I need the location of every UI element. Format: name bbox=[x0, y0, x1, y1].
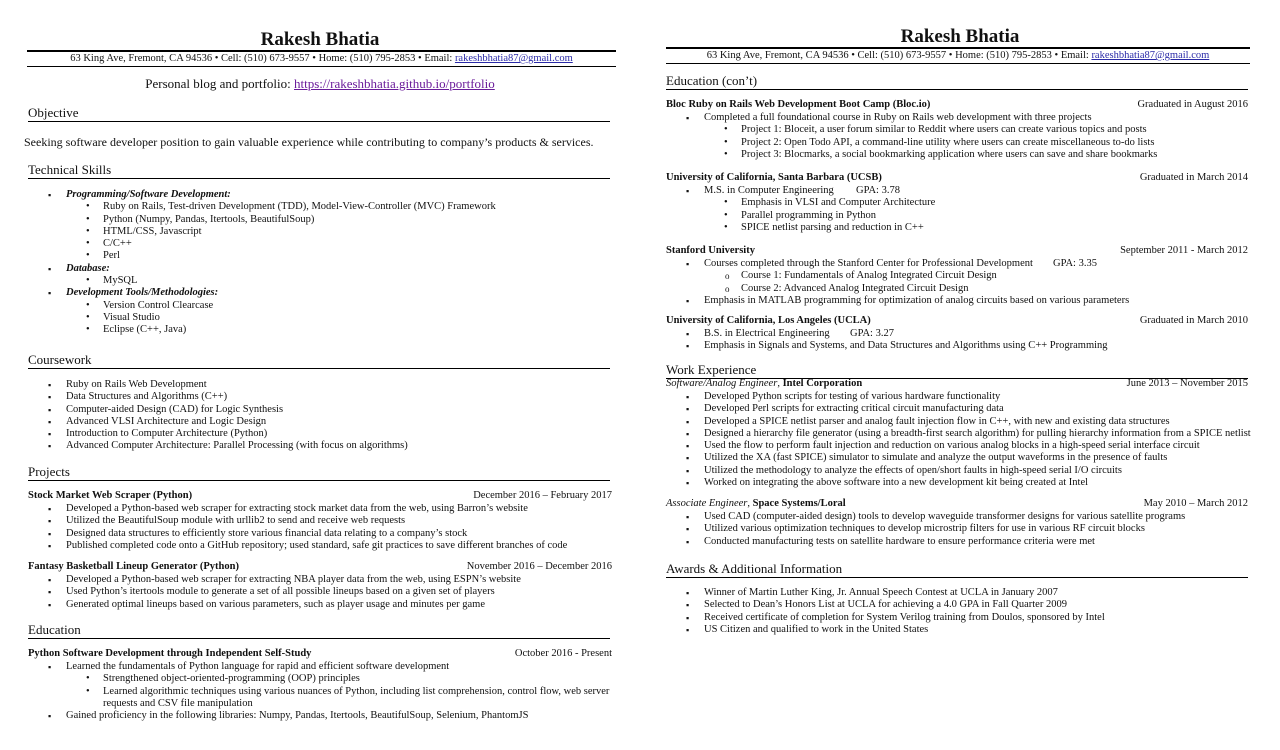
project-dates: November 2016 – December 2016 bbox=[466, 561, 612, 572]
education-bullet bbox=[666, 258, 1248, 270]
education-dates: Graduated in August 2016 bbox=[1137, 99, 1248, 110]
skills-group-label: ▪ Database: bbox=[28, 263, 618, 275]
education-entry-stanford bbox=[666, 245, 1248, 307]
project-bullet: ▪ Utilized the BeautifulSoup module with urllib2 to send and receive web requests bbox=[28, 515, 612, 527]
resume-name: Rakesh Bhatia bbox=[900, 26, 1020, 47]
coursework-list bbox=[28, 379, 618, 453]
skill-item: • C/C++ bbox=[28, 238, 618, 250]
coursework-heading: Coursework bbox=[28, 352, 610, 369]
skill-item: • Version Control Clearcase bbox=[28, 300, 618, 312]
job-bullet: ▪ Developed Python scripts for testing of various hardware functionality bbox=[666, 391, 1248, 403]
project-bullet: ▪ Developed a Python-based web scraper for extracting stock market data from the web, using Barron’s website bbox=[28, 503, 612, 515]
contact-text: 63 King Ave, Fremont, CA 94536 • Cell: (510) 673-9557 • Home: (510) 795-2853 • Email: bbox=[70, 53, 455, 64]
job-bullet: ▪ Used the flow to perform fault injection and reduction on various analog blocks in a high-speed serial interface circuit bbox=[666, 440, 1248, 452]
education-bullet bbox=[666, 185, 1248, 197]
gpa-text: GPA: 3.78 bbox=[856, 185, 900, 196]
award-item: ▪ Selected to Dean’s Honors List at UCLA for achieving a 4.0 GPA in Fall Quarter 2009 bbox=[666, 599, 1248, 611]
job-bullet: ▪ Conducted manufacturing tests on satellite hardware to ensure performance criteria were met bbox=[666, 536, 1248, 548]
course-item: ▪ Advanced Computer Architecture: Parallel Processing (with focus on algorithms) bbox=[28, 440, 618, 452]
objective-heading: Objective bbox=[28, 105, 610, 122]
job-bullet: ▪ Used CAD (computer-aided design) tools to develop waveguide transformer designs for various satellite programs bbox=[666, 511, 1248, 523]
email-link[interactable]: rakeshbhatia87@gmail.com bbox=[454, 53, 573, 64]
portfolio-line bbox=[0, 76, 640, 92]
education-bullet: ▪ Learned the fundamentals of Python language for rapid and efficient software development bbox=[28, 661, 612, 673]
education-dates: October 2016 - Present bbox=[514, 648, 612, 659]
education-title: Python Software Development through Independent Self-Study bbox=[28, 648, 312, 659]
skill-item: • Eclipse (C++, Java) bbox=[28, 324, 618, 336]
portfolio-link[interactable]: https://rakeshbhatia.github.io/portfolio bbox=[294, 76, 495, 91]
education-sub-bullet: • Strengthened object-oriented-programming (OOP) principles bbox=[28, 673, 612, 685]
course-item: ▪ Computer-aided Design (CAD) for Logic Synthesis bbox=[28, 404, 618, 416]
portfolio-label: Personal blog and portfolio: bbox=[145, 76, 294, 91]
education-title: University of California, Santa Barbara (UCSB) bbox=[666, 172, 882, 183]
education-sub-bullet: • Project 2: Open Todo API, a command-line utility where users can create miscellaneous to-do lists bbox=[666, 137, 1248, 149]
education-sub-bullet: • SPICE netlist parsing and reduction in C++ bbox=[666, 222, 1248, 234]
skill-item: • Perl bbox=[28, 250, 618, 262]
awards-list bbox=[666, 587, 1248, 636]
education-sub-bullet: • Learned algorithmic techniques using various nuances of Python, including list comprehension, control flow, web server requests and CSV file manipulation bbox=[28, 686, 623, 711]
education-bullet: ▪ Emphasis in Signals and Systems, and Data Structures and Algorithms using C++ Programming bbox=[666, 340, 1248, 352]
email-link[interactable]: rakeshbhatia87@gmail.com bbox=[1091, 50, 1210, 61]
project-bullet: ▪ Designed data structures to efficiently store various financial data relating to a company’s stock bbox=[28, 528, 612, 540]
award-item: ▪ Received certificate of completion for System Verilog training from Doulos, sponsored by Intel bbox=[666, 612, 1248, 624]
education-sub-bullet: • Project 3: Blocmarks, a social bookmarking application where users can save and share bookmarks bbox=[666, 149, 1248, 161]
education-sub-bullet: • Emphasis in VLSI and Computer Architecture bbox=[666, 197, 1248, 209]
skill-item: • HTML/CSS, Javascript bbox=[28, 226, 618, 238]
course-text: Courses completed through the Stanford Center for Professional Development bbox=[704, 258, 1033, 269]
award-item: ▪ US Citizen and qualified to work in the United States bbox=[666, 624, 1248, 636]
job-bullet: ▪ Developed a SPICE netlist parser and analog fault injection flow in C++, with new and existing data structures bbox=[666, 416, 1248, 428]
skills-group-label: ▪ Programming/Software Development: bbox=[28, 189, 618, 201]
job-company: Space Systems/Loral bbox=[752, 498, 846, 509]
resume-page-2 bbox=[640, 0, 1280, 750]
contact-line bbox=[666, 47, 1250, 64]
education-entry bbox=[28, 648, 612, 722]
education-entry-ucsb bbox=[666, 172, 1248, 234]
job-role: Associate Engineer bbox=[666, 498, 748, 509]
work-entry-intel bbox=[666, 378, 1251, 489]
gpa-text: GPA: 3.27 bbox=[850, 328, 894, 339]
job-bullet: ▪ Designed a hierarchy file generator (using a breadth-first search algorithm) for pulling hierarchy information from a SPICE netlist bbox=[666, 428, 1248, 440]
gpa-text: GPA: 3.35 bbox=[1053, 258, 1097, 269]
education-dates: Graduated in March 2014 bbox=[1139, 172, 1248, 183]
job-bullet: ▪ Utilized the methodology to analyze the effects of open/short faults in high-speed serial I/O circuits bbox=[666, 465, 1248, 477]
education-bullet: ▪ Emphasis in MATLAB programming for optimization of analog circuits based on various parameters bbox=[666, 295, 1248, 307]
project-bullet: ▪ Published completed code onto a GitHub repository; used standard, safe git practices to save different branches of code bbox=[28, 540, 612, 552]
course-item: ▪ Ruby on Rails Web Development bbox=[28, 379, 618, 391]
skill-item: • MySQL bbox=[28, 275, 618, 287]
project-entry bbox=[28, 561, 612, 611]
education-entry-bloc bbox=[666, 99, 1248, 161]
education-sub-bullet: o Course 1: Fundamentals of Analog Integrated Circuit Design bbox=[666, 270, 1248, 282]
education-sub-bullet: • Parallel programming in Python bbox=[666, 210, 1248, 222]
job-dates: May 2010 – March 2012 bbox=[1143, 498, 1248, 509]
job-bullet: ▪ Worked on integrating the above software into a new development kit being created at Intel bbox=[666, 477, 1248, 489]
education-bullet bbox=[666, 328, 1248, 340]
project-bullet: ▪ Used Python’s itertools module to generate a set of all possible lineups based on a given set of players bbox=[28, 586, 612, 598]
education-sub-bullet: • Project 1: Bloceit, a user forum similar to Reddit where users can create various topics and posts bbox=[666, 124, 1248, 136]
skills-heading: Technical Skills bbox=[28, 162, 610, 179]
project-bullet: ▪ Developed a Python-based web scraper for extracting NBA player data from the web, using ESPN’s website bbox=[28, 574, 612, 586]
education-sub-bullet: o Course 2: Advanced Analog Integrated Circuit Design bbox=[666, 283, 1248, 295]
job-title-line: Associate Engineer, Space Systems/Loral bbox=[666, 498, 846, 509]
contact-text: 63 King Ave, Fremont, CA 94536 • Cell: (510) 673-9557 • Home: (510) 795-2853 • Email: bbox=[706, 50, 1092, 61]
course-item: ▪ Introduction to Computer Architecture (Python) bbox=[28, 428, 618, 440]
project-title: Stock Market Web Scraper (Python) bbox=[28, 490, 193, 501]
project-bullet: ▪ Generated optimal lineups based on various parameters, such as player usage and minutes per game bbox=[28, 599, 612, 611]
degree-text: M.S. in Computer Engineering bbox=[704, 185, 834, 196]
resume-name: Rakesh Bhatia bbox=[260, 29, 380, 50]
course-item: ▪ Data Structures and Algorithms (C++) bbox=[28, 391, 618, 403]
education-title: Bloc Ruby on Rails Web Development Boot Camp (Bloc.io) bbox=[666, 99, 931, 110]
education-dates: Graduated in March 2010 bbox=[1139, 315, 1248, 326]
job-role: Software/Analog Engineer bbox=[666, 378, 778, 389]
skills-list bbox=[28, 189, 618, 337]
objective-text: Seeking software developer position to gain valuable experience while contributing to company’s products & services. bbox=[24, 135, 594, 149]
project-dates: December 2016 – February 2017 bbox=[473, 490, 612, 501]
work-entry-loral bbox=[666, 498, 1248, 548]
education-heading: Education bbox=[28, 622, 610, 639]
job-bullet: ▪ Utilized the XA (fast SPICE) simulator to simulate and analyze the output waveforms in the presence of faults bbox=[666, 452, 1248, 464]
award-item: ▪ Winner of Martin Luther King, Jr. Annual Speech Contest at UCLA in January 2007 bbox=[666, 587, 1248, 599]
awards-heading: Awards & Additional Information bbox=[666, 561, 1248, 578]
project-entry bbox=[28, 490, 612, 552]
job-company: Intel Corporation bbox=[782, 378, 863, 389]
job-bullet: ▪ Developed Perl scripts for extracting critical circuit manufacturing data bbox=[666, 403, 1248, 415]
skill-item: • Ruby on Rails, Test-driven Development (TDD), Model-View-Controller (MVC) Framework bbox=[28, 201, 618, 213]
skill-item: • Python (Numpy, Pandas, Itertools, BeautifulSoup) bbox=[28, 214, 618, 226]
education-dates: September 2011 - March 2012 bbox=[1120, 245, 1248, 256]
education-bullet: ▪ Gained proficiency in the following libraries: Numpy, Pandas, Itertools, BeautifulSoup, Selenium, PhantomJS bbox=[28, 710, 612, 722]
projects-heading: Projects bbox=[28, 464, 610, 481]
course-item: ▪ Advanced VLSI Architecture and Logic Design bbox=[28, 416, 618, 428]
skills-group-label: ▪ Development Tools/Methodologies: bbox=[28, 287, 618, 299]
education-cont-heading: Education (con’t) bbox=[666, 73, 1248, 90]
education-title: Stanford University bbox=[666, 245, 755, 256]
education-title: University of California, Los Angeles (UCLA) bbox=[666, 315, 871, 326]
work-heading: Work Experience bbox=[666, 362, 1248, 379]
education-entry-ucla bbox=[666, 315, 1248, 353]
job-title-line: Software/Analog Engineer, Intel Corporation bbox=[666, 378, 863, 389]
degree-text: B.S. in Electrical Engineering bbox=[704, 328, 830, 339]
education-bullet: ▪ Completed a full foundational course in Ruby on Rails web development with three projects bbox=[666, 112, 1248, 124]
project-title: Fantasy Basketball Lineup Generator (Python) bbox=[28, 561, 239, 572]
contact-line bbox=[27, 50, 616, 67]
skill-item: • Visual Studio bbox=[28, 312, 618, 324]
job-bullet: ▪ Utilized various optimization techniques to develop microstrip filters for use in various RF circuit blocks bbox=[666, 523, 1248, 535]
job-dates: June 2013 – November 2015 bbox=[1126, 378, 1248, 389]
